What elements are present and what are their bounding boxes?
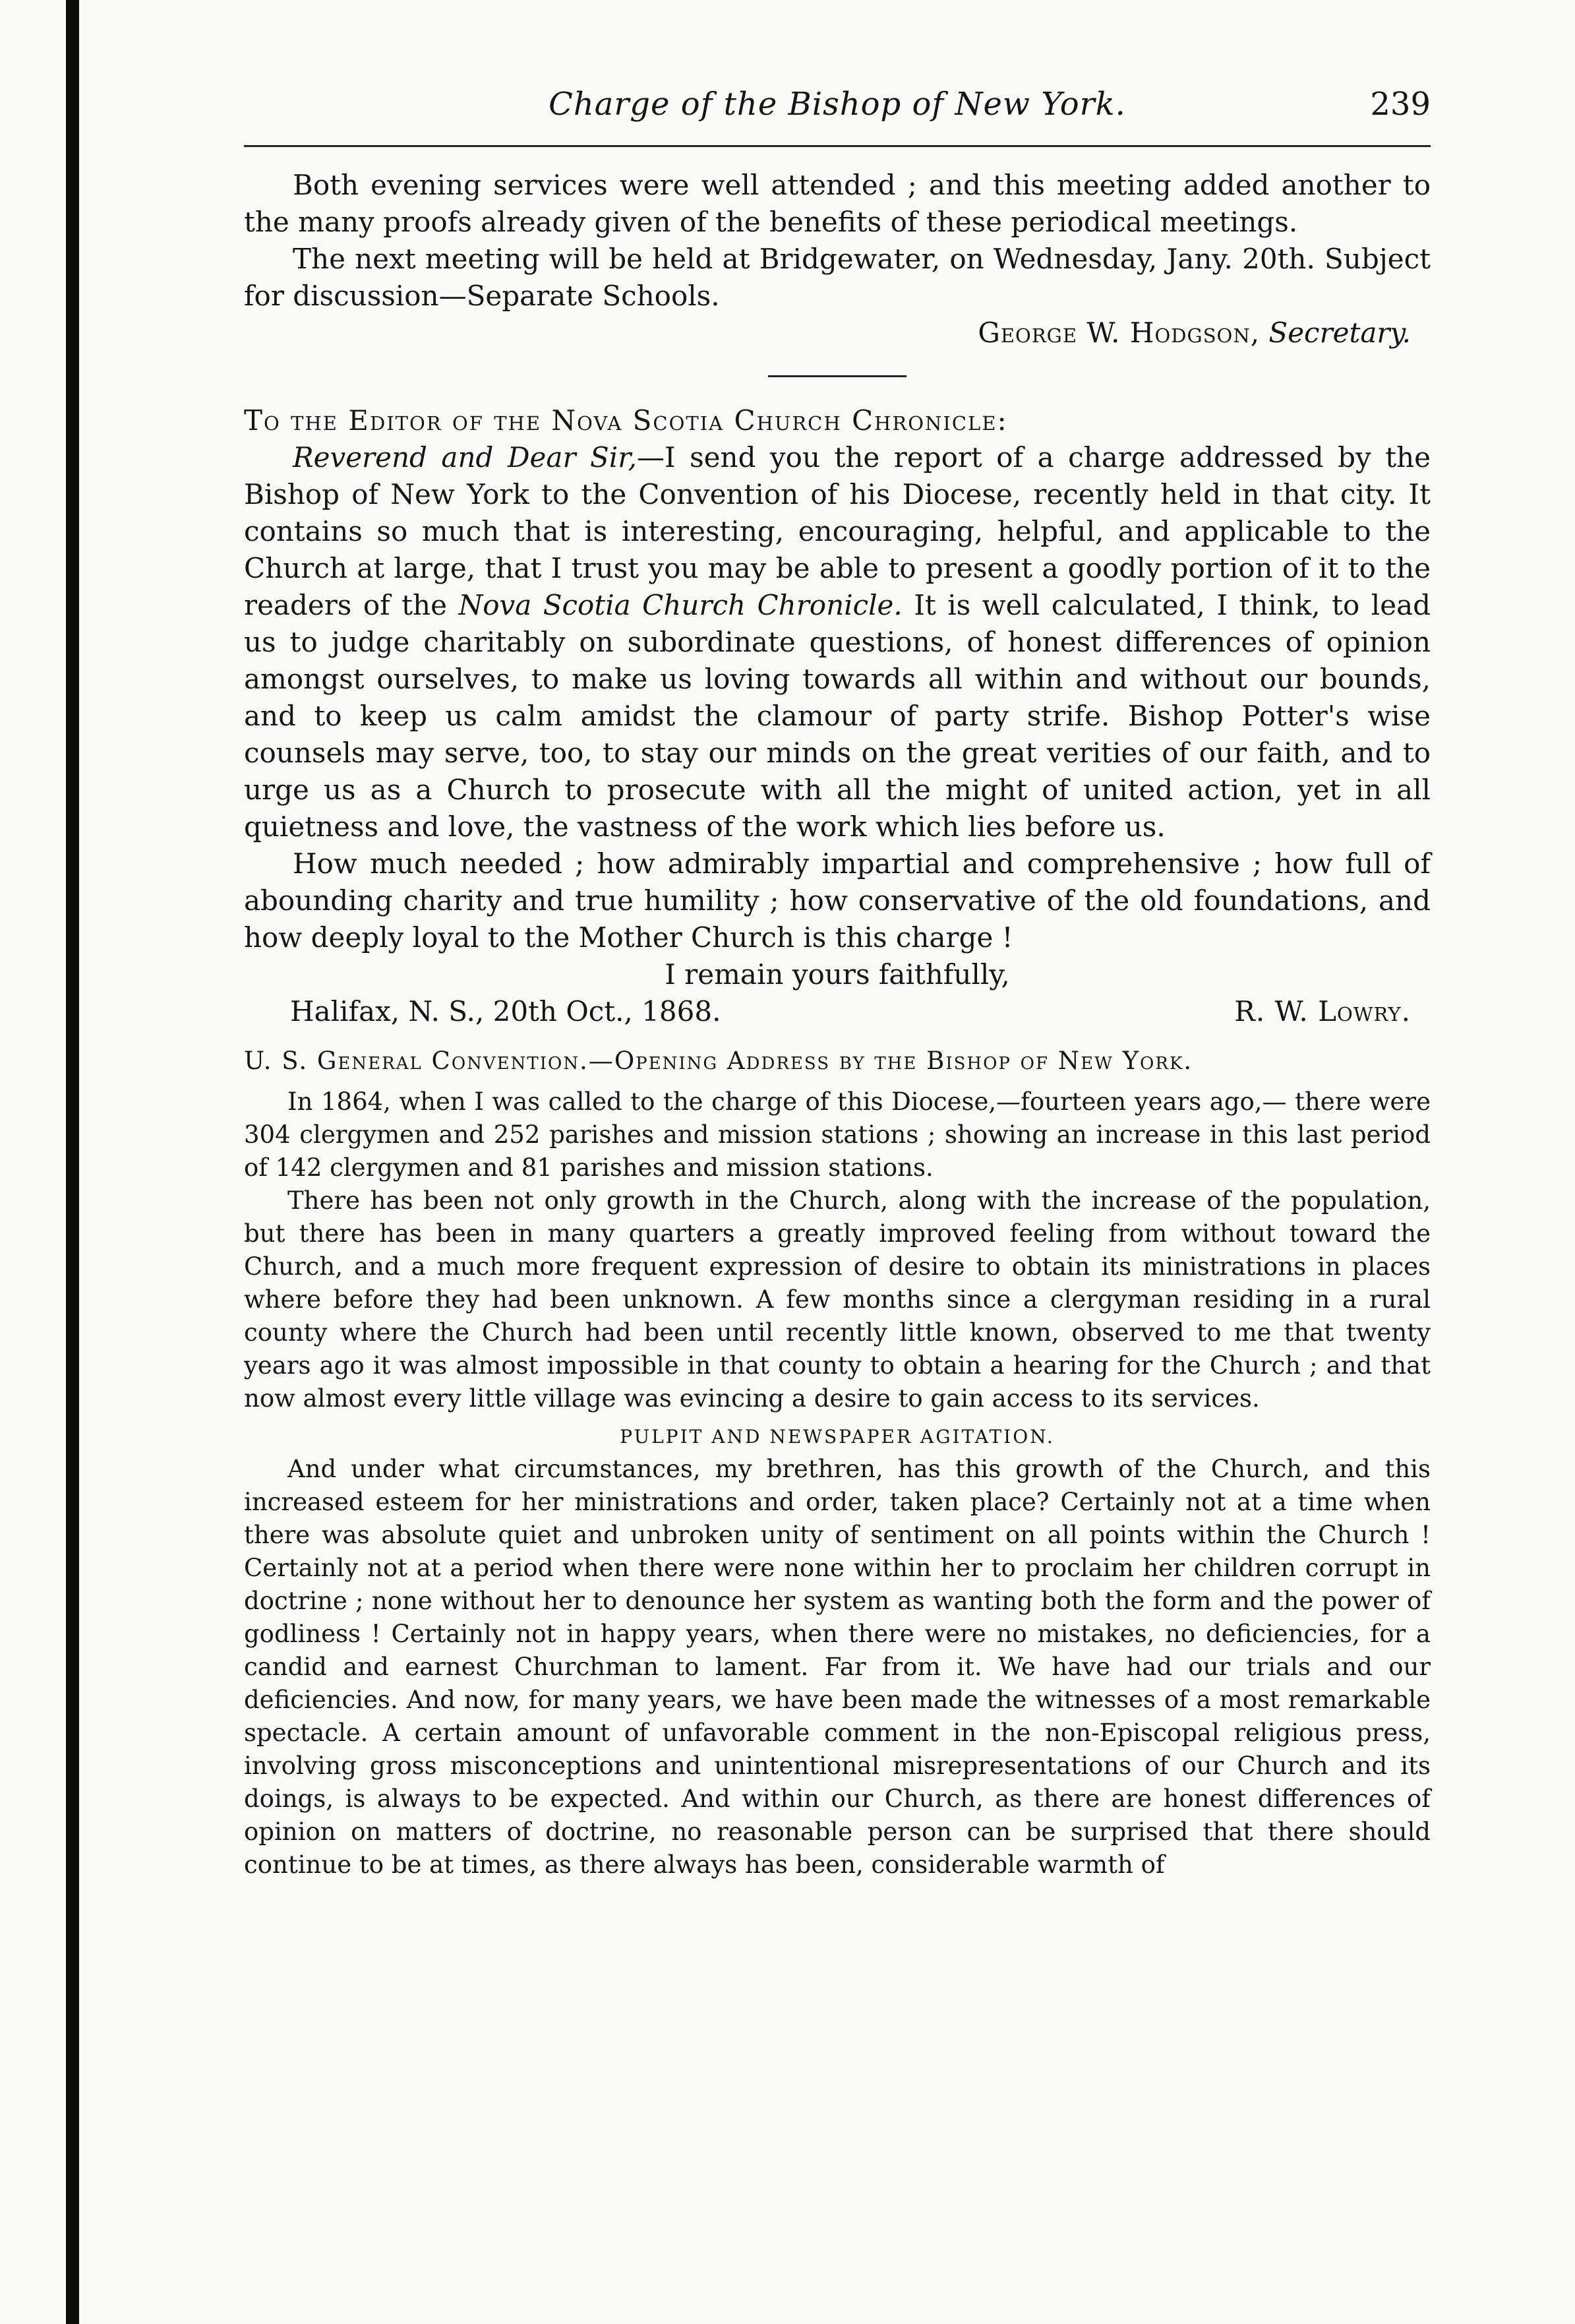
letter-address: To the Editor of the Nova Scotia Church Chronicle: [244,404,1008,437]
report-paragraph: The next meeting will be held at Bridgewater, on Wednesday, Jany. 20th. Subject for discussion—Separate Schools. [244,243,1431,312]
signature-role: Secretary. [1268,317,1411,349]
section-divider [768,375,906,377]
running-title: Charge of the Bishop of New York. [549,86,1126,123]
signature-name: George W. Hodgson, [978,317,1261,349]
letter-paragraph: Reverend and Dear Sir,—I send you the report of a charge addressed by the Bishop of New York to the Convention of his Diocese, recently held in that city. It contains so much that is interesting, encouraging, helpful, and applicable to the Church at large, that I trust you may be able to present a goodly portion of it to the readers of the Nova Scotia Church Chronicle. It is well calculated, I think, to lead us to judge charitably on subordinate questions, of honest differences of opinion amongst ourselves, to make us loving towards all within and without our bounds, and to keep us calm amidst the clamour of party strife. Bishop Potter's wise counsels may serve, too, to stay our minds on the great verities of our faith, and to urge us as a Church to prosecute with all the might of united action, yet in all quietness and love, the vastness of the work which lies before us. [244,441,1431,843]
page-content [244,73,1431,1881]
letter-signer: R. W. Lowry. [1234,995,1411,1027]
address-paragraph: And under what circumstances, my brethren, has this growth of the Church, and this increased esteem for her ministrations and order, taken place? Certainly not at a time when there was absolute quiet and unbroken unity of sentiment on all points within the Church ! Certainly not at a period when there were none within her to proclaim her children corrupt in doctrine ; none without her to denounce her system as wanting both the form and the power of godliness ! Certainly not in happy years, when there were no mistakes, no deficiencies, for a candid and earnest Churchman to lament. Far from it. We have had our trials and our deficiencies. And now, for many years, we have been made the witnesses of a most remarkable spectacle. A certain amount of unfavorable comment in the non-Episcopal religious press, involving gross misconceptions and unintentional misrepresentations of our Church and its doings, is always to be expected. And within our Church, as there are honest differences of opinion on matters of doctrine, no reasonable person can be surprised that there should continue to be at times, as there always has been, considerable warmth of [244,1455,1431,1879]
address-paragraph: There has been not only growth in the Church, along with the increase of the population, but there has been in many quarters a greatly improved feeling from without toward the Church, and a much more frequent expression of desire to obtain its ministrations in places where before they had been unknown. A few months since a clergyman residing in a rural county where the Church had been until recently little known, observed to me that twenty years ago it was almost impossible in that county to obtain a hearing for the Church ; and that now almost every little village was evincing a desire to gain access to its services. [244,1186,1431,1413]
section-heading: U. S. General Convention.—Opening Address by the Bishop of New York. [244,1047,1193,1075]
letter-to-editor [244,402,1431,1030]
journal-title: Nova Scotia Church Chronicle. [458,589,903,621]
report-signature [244,315,1431,352]
report-paragraph: Both evening services were well attended ; and this meeting added another to the many proofs already given of the benefits of these periodical meetings. [244,169,1431,238]
place-date: Halifax, N. S., 20th Oct., 1868. [290,995,721,1027]
header-rule [244,145,1431,147]
running-header [244,73,1431,145]
address-paragraph: In 1864, when I was called to the charge of this Diocese,—fourteen years ago,— there were 304 clergymen and 252 parishes and mission stations ; showing an increase in this last period of 142 clergymen and 81 parishes and mission stations. [244,1087,1431,1182]
letter-paragraph: How much needed ; how admirably impartial and comprehensive ; how full of abounding charity and true humility ; how conservative of the old foundations, and how deeply loyal to the Mother Church is this charge ! [244,847,1431,954]
letter-closing: I remain yours faithfully, [665,958,1010,991]
letter-place-date [244,993,1431,1030]
binding-edge [66,0,79,2324]
opening-address [244,1086,1431,1881]
meeting-report [244,167,1431,352]
subheading: PULPIT AND NEWSPAPER AGITATION. [620,1426,1055,1448]
salutation: Reverend and Dear Sir, [293,441,638,474]
page-number: 239 [1370,86,1431,123]
